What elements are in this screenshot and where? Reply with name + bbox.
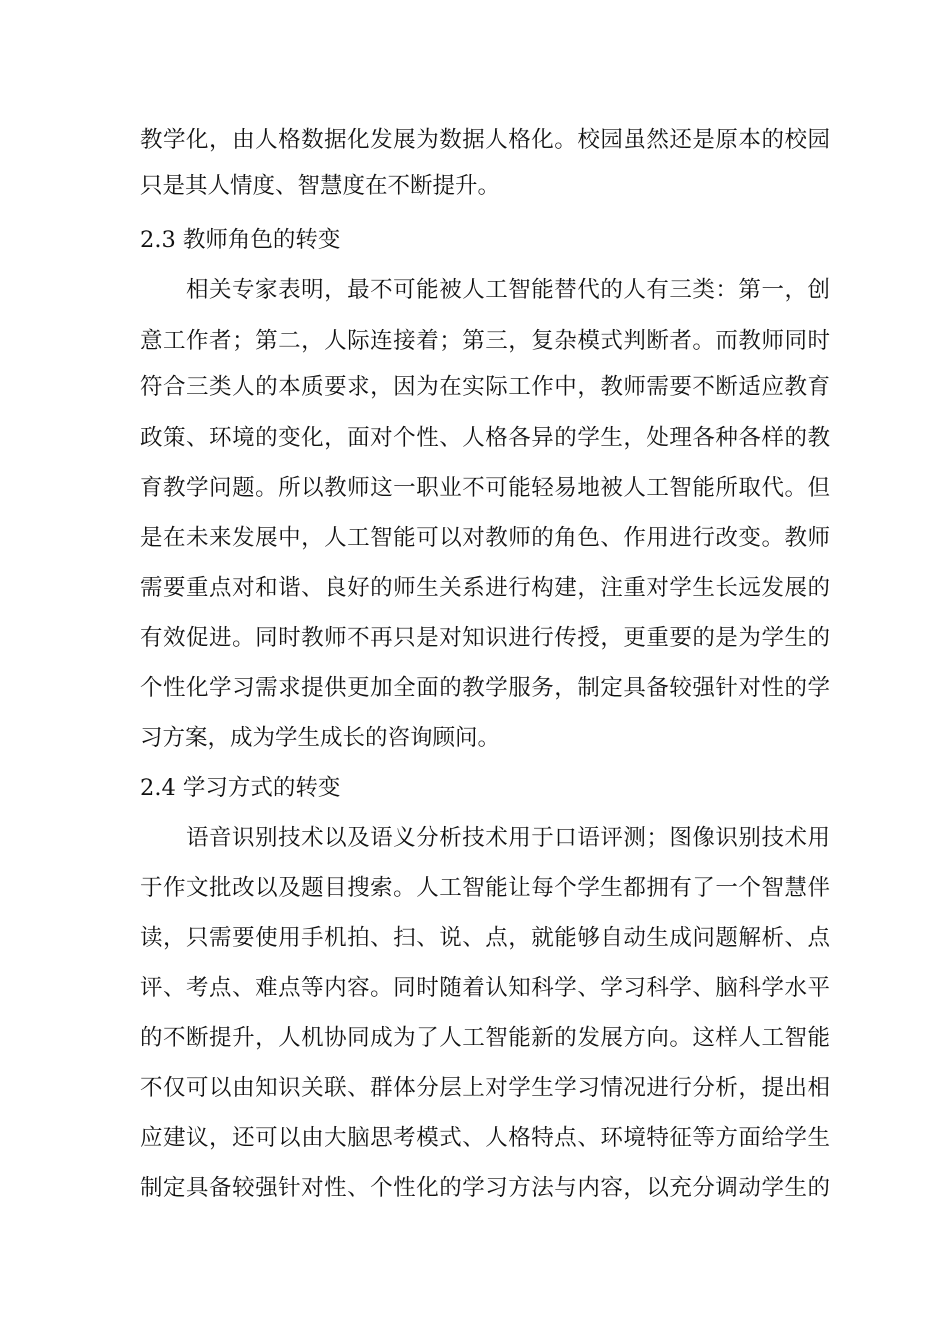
paragraph-line: 语音识别技术以及语义分析技术用于口语评测；图像识别技术用 [186, 825, 830, 851]
paragraph-line: 评、考点、难点等内容。同时随着认知科学、学习科学、脑科学水平 [140, 975, 830, 1001]
paragraph-line: 育教学问题。所以教师这一职业不可能轻易地被人工智能所取代。但 [140, 475, 830, 501]
paragraph-line: 习方案，成为学生成长的咨询顾问。 [140, 725, 501, 751]
paragraph-line: 是在未来发展中，人工智能可以对教师的角色、作用进行改变。教师 [140, 525, 830, 551]
paragraph-line: 需要重点对和谐、良好的师生关系进行构建，注重对学生长远发展的 [140, 575, 830, 601]
paragraph-line: 教学化，由人格数据化发展为数据人格化。校园虽然还是原本的校园 [140, 127, 830, 153]
section-heading-2-3: 2.3 教师角色的转变 [140, 227, 341, 253]
paragraph-line: 应建议，还可以由大脑思考模式、人格特点、环境特征等方面给学生 [140, 1125, 830, 1151]
paragraph-line: 只是其人情度、智慧度在不断提升。 [140, 173, 501, 199]
paragraph-line: 个性化学习需求提供更加全面的教学服务，制定具备较强针对性的学 [140, 675, 830, 701]
paragraph-line: 意工作者；第二，人际连接着；第三，复杂模式判断者。而教师同时 [140, 328, 830, 354]
paragraph-line: 制定具备较强针对性、个性化的学习方法与内容，以充分调动学生的 [140, 1175, 830, 1201]
paragraph-line: 读，只需要使用手机拍、扫、说、点，就能够自动生成问题解析、点 [140, 925, 830, 951]
paragraph-line: 政策、环境的变化，面对个性、人格各异的学生，处理各种各样的教 [140, 425, 830, 451]
paragraph-line: 相关专家表明，最不可能被人工智能替代的人有三类：第一，创 [186, 277, 830, 303]
section-heading-2-4: 2.4 学习方式的转变 [140, 775, 341, 801]
paragraph-line: 符合三类人的本质要求，因为在实际工作中，教师需要不断适应教育 [140, 374, 830, 400]
paragraph-line: 不仅可以由知识关联、群体分层上对学生学习情况进行分析，提出相 [140, 1075, 830, 1101]
paragraph-line: 有效促进。同时教师不再只是对知识进行传授，更重要的是为学生的 [140, 625, 830, 651]
paragraph-line: 于作文批改以及题目搜索。人工智能让每个学生都拥有了一个智慧伴 [140, 875, 830, 901]
paragraph-line: 的不断提升，人机协同成为了人工智能新的发展方向。这样人工智能 [140, 1025, 830, 1051]
